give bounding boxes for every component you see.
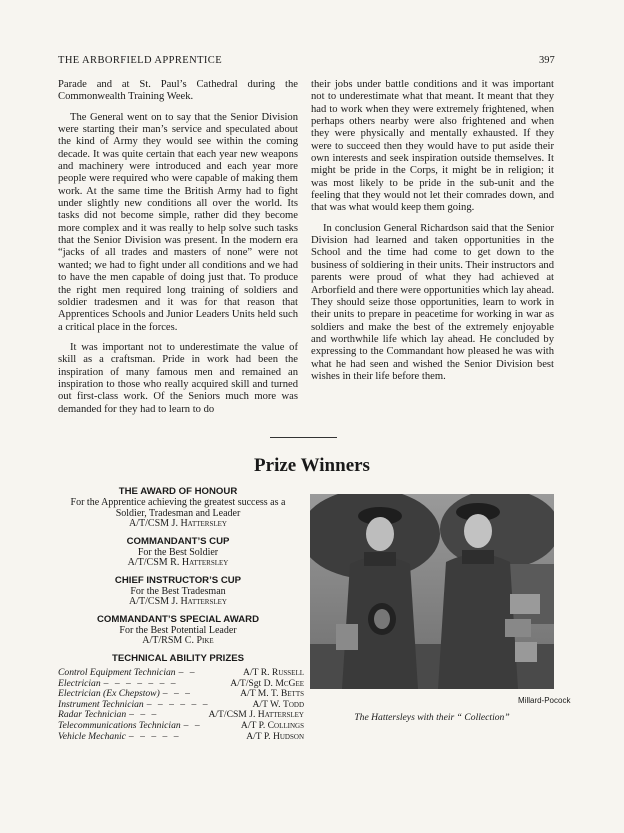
award-description: For the Apprentice achieving the greatest success as a (70, 497, 286, 508)
award-heading: COMMANDANT’S CUP (126, 535, 230, 547)
award-winner: A/T/CSM J. Hattersley (129, 596, 227, 607)
paragraph: The General went on to say that the Senior Division were starting their man’s service and speculated about the kind of Army they would see within the coming decade. It was quite certain that each year new weapons and machinery were introduced and each year more people were required who were capable of making them work. At the same time the British Army had to fight under slightly new conditions all over the world. Its tasks did not become simple, rather did they become more complex and it was really to help solve such tasks that the Senior Division was present. In the modern era “jacks of all trades and masters of none” were not wanted; we had to fight under all conditions and we had to have the men capable of doing just that. To produce the right men required long training of soldiers and soldier tradesmen and it was for that reason that Apprentices Schools and Junior Leaders Units held such a critical place in the forces. (58, 111, 298, 333)
award-winner: A/T/CSM R. Hattersley (127, 557, 229, 568)
photo-credit: Millard-Pocock (518, 696, 571, 705)
list-item: Radar Technician – – – A/T/CSM J. Hattersley (58, 709, 304, 721)
list-item: Vehicle Mechanic – – – – – A/T P. Hudson (58, 730, 304, 742)
photo-caption: The Hattersleys with their “ Collection” (354, 712, 510, 723)
list-item: Control Equipment Technician – – A/T R. Russell (58, 667, 304, 678)
header-title: THE ARBORFIELD APPRENTICE (58, 55, 223, 66)
list-item: Electrician (Ex Chepstow) – – – A/T M. T. Betts (58, 688, 304, 700)
paragraph: It was important not to underestimate the value of skill as a craftsman. Pride in work had been the inspiration of many famous men and remained an inspiration to those who really acquired skill and turned out first-class work. Of the Seniors much more was demanded for they had to learn to do (58, 341, 298, 415)
photograph-image (310, 494, 554, 689)
prize-winners-heading: Prize Winners (254, 455, 370, 476)
paragraph: In conclusion General Richardson said that the Senior Division had learned and taken opportunities in the School and the time had come to get down to the business of soldiering in their units. Their instructors and parents were proud of what they had achieved at Arborfield and there were opportunities which lay ahead. They should seize those opportunities, learn to work in their units to prepare in peacetime for working in war as soldiers and make the best of the extremely enjoyable and worthwhile life which lay ahead. He concluded by expressing to the Commandant how pleased he was with what he had seen and wished the Senior Division best wishes in their life before them. (311, 222, 554, 382)
award-heading: THE AWARD OF HONOUR (118, 486, 238, 497)
award-description: For the Best Soldier (137, 546, 219, 558)
award-description: For the Best Potential Leader (119, 624, 237, 636)
award-item (52, 536, 304, 569)
paragraph: their jobs under battle conditions and it was important not to underestimate what that meant. It meant that they had to work when they were extremely frightened, when perhaps others nearby were also frightened and when they were physically and mentally exhausted. If they were to succeed then they would have to put aside their own interests and seek inspiration outside themselves. It might be pride in the Corps, it might be in religion; it was most likely to be pride in the sub-unit and the feeling that they would not let their comrades down, and that was what would keep them going. (311, 79, 554, 214)
list-item: Instrument Technician – – – – – – A/T W. Todd (58, 698, 304, 710)
paragraph: Parade and at St. Paul’s Cathedral during the Commonwealth Training Week. (58, 79, 298, 103)
award-description: Soldier, Tradesman and Leader (115, 507, 241, 519)
award-item (52, 486, 304, 530)
list-item: Electrician – – – – – – – A/T/Sgt D. McGee (58, 677, 304, 689)
award-winner: A/T/RSM C. Pike (142, 635, 214, 646)
photograph (310, 494, 554, 689)
award-winner: A/T/CSM J. Hattersley (129, 518, 227, 529)
technical-prizes-list (58, 668, 304, 742)
awards-list (52, 486, 304, 665)
award-item (52, 614, 304, 647)
award-heading: CHIEF INSTRUCTOR’S CUP (114, 574, 242, 586)
award-heading: COMMANDANT’S SPECIAL AWARD (96, 613, 260, 625)
page-number: 397 (539, 55, 555, 66)
section-divider (270, 437, 337, 438)
list-item: Telecommunications Technician – – A/T P. Collings (58, 719, 304, 731)
left-column (58, 79, 298, 424)
award-item (52, 575, 304, 608)
technical-prizes-heading: TECHNICAL ABILITY PRIZES (111, 652, 244, 664)
award-description: For the Best Tradesman (130, 585, 226, 597)
right-column (311, 79, 554, 391)
